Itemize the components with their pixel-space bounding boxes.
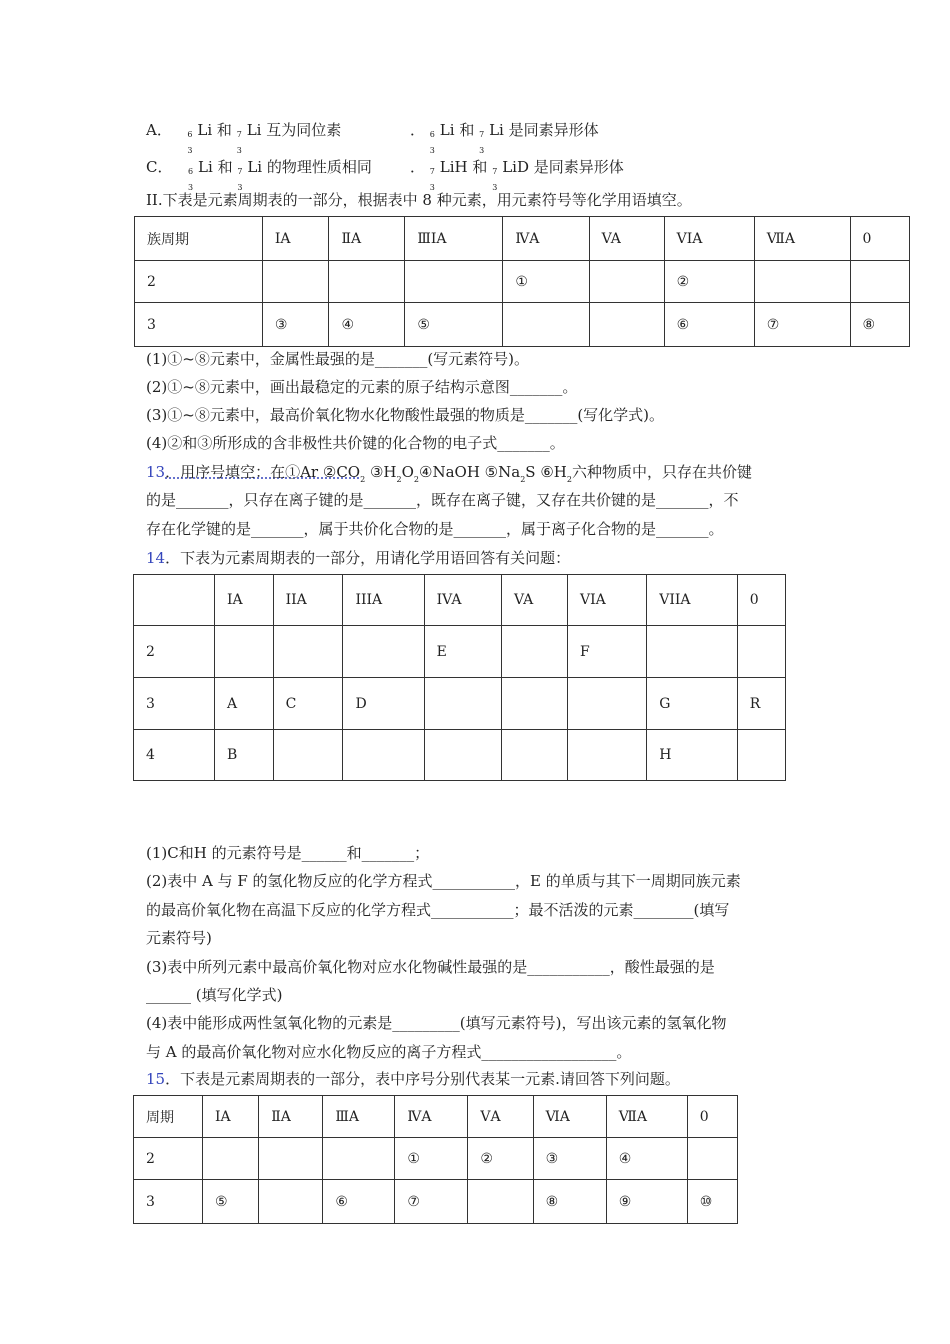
option-a: A． 6 3 Li 和 7 3 Li 互为同位素 [146,121,342,155]
option-c: C． 6 3 Li 和 7 3 Li 的物理性质相同 [146,158,372,192]
question-number: 15 [146,1070,166,1088]
table-row: 周期 ⅠA ⅡA ⅢA ⅣA ⅤA ⅥA ⅦA 0 [134,1096,738,1138]
q12-question-2: (2)①~⑧元素中，画出最稳定的元素的原子结构示意图_______。 [146,378,578,396]
q14-line-8: 与 A 的最高价氧化物对应水化物反应的离子方程式__________________。 [146,1043,632,1061]
q12-question-1: (1)①~⑧元素中，金属性最强的是_______(写元素符号)。 [146,350,530,368]
periodic-table-2 [133,574,786,781]
table-row: 3 ③ ④ ⑤ ⑥ ⑦ ⑧ [135,303,910,347]
q14-intro: 14．下表为元素周期表的一部分，用请化学用语回答有关问题： [146,549,571,567]
table-row: 2 E F [134,626,786,678]
question-number: 14 [146,549,166,567]
periodic-table-1 [134,216,910,347]
q14-line-6: ______ (填写化学式) [146,986,283,1004]
table-row: 2 ① ② ③ ④ [134,1138,738,1180]
q14-line-1: (1)C和H 的元素符号是______和_______； [146,844,430,862]
periodic-table-3 [133,1095,738,1224]
table-row: 2 ① ② [135,261,910,303]
q13-line-2: 的是_______，只存在离子键的是_______，既存在离子键，又存在共价键的是_______，不 [146,491,739,509]
table-row: 4 B H [134,730,786,781]
q13-line-1: 13．用序号填空：在①Ar $②CO_2$ $③H_2O_2④NaOH$ $⑤Na_2S$ $⑥H_2$六种物质中，只存在共价键 [146,463,752,484]
option-d: ． 7 3 LiH 和 7 3 LiD 是同素异形体 [410,158,624,192]
q14-line-7: (4)表中能形成两性氢氧化物的元素是_________(填写元素符号)，写出该元素的氢氧化物 [146,1014,727,1032]
q12-question-3: (3)①~⑧元素中，最高价氧化物水化物酸性最强的物质是_______(写化学式)。 [146,406,665,424]
option-a-text: 6 3 Li 和 7 3 Li 互为同位素 [187,121,342,155]
q15-intro: 15．下表是元素周期表的一部分，表中序号分别代表某一元素.请回答下列问题。 [146,1070,680,1088]
table-row: 3 ⑤ ⑥ ⑦ ⑧ ⑨ ⑩ [134,1180,738,1224]
question-number: 13 [146,463,166,481]
table-row: 族周期 IA ⅡA ⅢIA ⅣA VA VIA ⅦA 0 [135,217,910,261]
q14-line-4: 元素符号) [146,929,212,947]
q14-line-2: (2)表中 A 与 F 的氢化物反应的化学方程式___________，E 的单质与其下一周期同族元素 [146,872,741,890]
q12-question-4: (4)②和③所形成的含非极性共价键的化合物的电子式_______。 [146,434,565,452]
table-row: IA IIA IIIA IVA VA VIA VIIA 0 [134,575,786,626]
q12-intro: II.下表是元素周期表的一部分，根据表中 8 种元素，用元素符号等化学用语填空。 [146,191,692,209]
q14-line-3: 的最高价氧化物在高温下反应的化学方程式___________；最不活泼的元素________(填写 [146,901,730,919]
table-row: 3 A C D G R [134,678,786,730]
q13-line-3: 存在化学键的是_______，属于共价化合物的是_______，属于离子化合物的是_______。 [146,520,724,538]
q14-line-5: (3)表中所列元素中最高价氧化物对应水化物碱性最强的是___________，酸性最强的是 [146,958,715,976]
option-b: ． 6 3 Li 和 7 3 Li 是同素异形体 [410,121,599,155]
